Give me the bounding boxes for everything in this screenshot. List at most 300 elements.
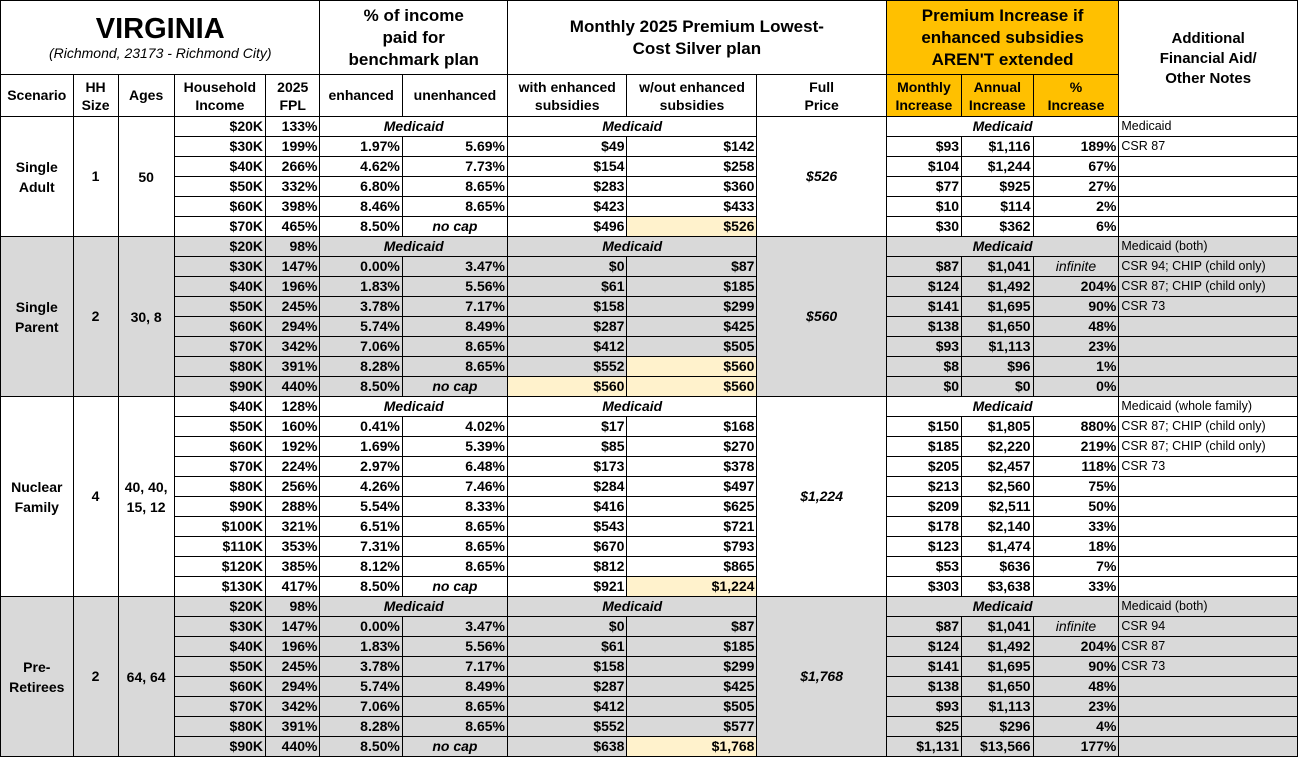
enhanced-pct-cell: 0.00% — [320, 617, 402, 637]
pct-increase-cell: 33% — [1033, 517, 1119, 537]
unenhanced-pct-cell: no cap — [402, 217, 507, 237]
enhanced-pct-cell: 5.74% — [320, 317, 402, 337]
hh-size-cell: 2 — [73, 237, 118, 397]
income-cell: $70K — [174, 697, 265, 717]
col-without-subsidies: w/out enhanced subsidies — [627, 75, 757, 117]
notes-cell — [1119, 517, 1298, 537]
full-price-cell: $1,768 — [757, 597, 886, 757]
table-row — [1, 217, 1298, 237]
annual-increase-cell: $1,474 — [962, 537, 1034, 557]
enhanced-pct-cell: 8.12% — [320, 557, 402, 577]
table-row — [1, 737, 1298, 757]
premium-with-cell: $412 — [507, 697, 627, 717]
unenhanced-pct-cell: 5.56% — [402, 277, 507, 297]
income-pct-header: % of income paid for benchmark plan — [320, 1, 508, 75]
medicaid-label: Medicaid — [507, 117, 757, 137]
pct-increase-cell: 6% — [1033, 217, 1119, 237]
monthly-increase-cell: $213 — [886, 477, 961, 497]
premium-without-cell: $497 — [627, 477, 757, 497]
annual-increase-cell: $3,638 — [962, 577, 1034, 597]
enhanced-pct-cell: 1.97% — [320, 137, 402, 157]
annual-increase-cell: $2,140 — [962, 517, 1034, 537]
premium-without-cell: $87 — [627, 257, 757, 277]
notes-cell — [1119, 197, 1298, 217]
annual-increase-cell: $2,220 — [962, 437, 1034, 457]
monthly-increase-cell: $87 — [886, 617, 961, 637]
pct-increase-cell: 23% — [1033, 697, 1119, 717]
notes-cell — [1119, 557, 1298, 577]
notes-cell: Medicaid — [1119, 117, 1298, 137]
pct-increase-cell: 204% — [1033, 277, 1119, 297]
notes-cell — [1119, 357, 1298, 377]
table-row — [1, 137, 1298, 157]
pct-increase-cell: 2% — [1033, 197, 1119, 217]
state-title: VIRGINIA — [95, 13, 225, 45]
annual-increase-cell: $13,566 — [962, 737, 1034, 757]
pct-increase-cell: 204% — [1033, 637, 1119, 657]
monthly-increase-cell: $303 — [886, 577, 961, 597]
pct-increase-cell: 48% — [1033, 677, 1119, 697]
medicaid-label: Medicaid — [886, 397, 1119, 417]
income-cell: $70K — [174, 337, 265, 357]
income-cell: $70K — [174, 217, 265, 237]
income-cell: $80K — [174, 357, 265, 377]
unenhanced-pct-cell: no cap — [402, 737, 507, 757]
premium-with-cell: $423 — [507, 197, 627, 217]
income-cell: $90K — [174, 737, 265, 757]
annual-increase-cell: $114 — [962, 197, 1034, 217]
enhanced-pct-cell: 0.41% — [320, 417, 402, 437]
unenhanced-pct-cell: no cap — [402, 577, 507, 597]
monthly-increase-cell: $138 — [886, 317, 961, 337]
annual-increase-cell: $1,650 — [962, 317, 1034, 337]
fpl-cell: 342% — [266, 337, 320, 357]
premium-without-cell: $425 — [627, 677, 757, 697]
notes-cell — [1119, 377, 1298, 397]
enhanced-pct-cell: 5.54% — [320, 497, 402, 517]
medicaid-label: Medicaid — [507, 597, 757, 617]
premium-with-cell: $284 — [507, 477, 627, 497]
fpl-cell: 353% — [266, 537, 320, 557]
pct-increase-cell: infinite — [1033, 257, 1119, 277]
premium-header: Monthly 2025 Premium Lowest-Cost Silver plan — [507, 1, 886, 75]
monthly-increase-cell: $209 — [886, 497, 961, 517]
table-row — [1, 317, 1298, 337]
scenario-cell: Pre- Retirees — [1, 597, 74, 757]
notes-cell — [1119, 497, 1298, 517]
monthly-increase-cell: $93 — [886, 137, 961, 157]
premium-without-cell: $168 — [627, 417, 757, 437]
unenhanced-pct-cell: 3.47% — [402, 617, 507, 637]
fpl-cell: 245% — [266, 297, 320, 317]
table-row — [1, 617, 1298, 637]
enhanced-pct-cell: 6.80% — [320, 177, 402, 197]
enhanced-pct-cell: 6.51% — [320, 517, 402, 537]
col-enhanced: enhanced — [320, 75, 402, 117]
income-cell: $50K — [174, 657, 265, 677]
premium-without-cell: $505 — [627, 337, 757, 357]
col-income: Household Income — [174, 75, 265, 117]
unenhanced-pct-cell: 4.02% — [402, 417, 507, 437]
unenhanced-pct-cell: 8.65% — [402, 357, 507, 377]
enhanced-pct-cell: 3.78% — [320, 657, 402, 677]
fpl-cell: 147% — [266, 617, 320, 637]
premium-with-cell: $670 — [507, 537, 627, 557]
income-cell: $80K — [174, 477, 265, 497]
premium-without-cell: $270 — [627, 437, 757, 457]
medicaid-label: Medicaid — [320, 117, 508, 137]
scenario-cell: Single Adult — [1, 117, 74, 237]
pct-increase-cell: 880% — [1033, 417, 1119, 437]
table-row — [1, 637, 1298, 657]
premium-without-cell: $185 — [627, 637, 757, 657]
pct-increase-cell: 48% — [1033, 317, 1119, 337]
monthly-increase-cell: $124 — [886, 637, 961, 657]
premium-without-cell: $425 — [627, 317, 757, 337]
pct-increase-cell: 189% — [1033, 137, 1119, 157]
premium-with-cell: $0 — [507, 617, 627, 637]
income-cell: $20K — [174, 597, 265, 617]
table-row — [1, 157, 1298, 177]
col-hh-size: HH Size — [73, 75, 118, 117]
premium-without-cell: $1,224 — [627, 577, 757, 597]
annual-increase-cell: $1,695 — [962, 657, 1034, 677]
monthly-increase-cell: $93 — [886, 337, 961, 357]
table-row — [1, 237, 1298, 257]
premium-with-cell: $283 — [507, 177, 627, 197]
monthly-increase-cell: $0 — [886, 377, 961, 397]
premium-without-cell: $625 — [627, 497, 757, 517]
enhanced-pct-cell: 8.46% — [320, 197, 402, 217]
fpl-cell: 160% — [266, 417, 320, 437]
table-row — [1, 417, 1298, 437]
fpl-cell: 391% — [266, 717, 320, 737]
income-cell: $60K — [174, 437, 265, 457]
pct-increase-cell: 27% — [1033, 177, 1119, 197]
fpl-cell: 465% — [266, 217, 320, 237]
table-row — [1, 657, 1298, 677]
premium-with-cell: $49 — [507, 137, 627, 157]
fpl-cell: 128% — [266, 397, 320, 417]
pct-increase-cell: 75% — [1033, 477, 1119, 497]
notes-cell: Medicaid (both) — [1119, 237, 1298, 257]
monthly-increase-cell: $30 — [886, 217, 961, 237]
enhanced-pct-cell: 5.74% — [320, 677, 402, 697]
pct-increase-cell: infinite — [1033, 617, 1119, 637]
annual-increase-cell: $925 — [962, 177, 1034, 197]
hh-size-cell: 1 — [73, 117, 118, 237]
premium-with-cell: $921 — [507, 577, 627, 597]
notes-cell — [1119, 697, 1298, 717]
ages-cell: 64, 64 — [118, 597, 174, 757]
notes-cell: Medicaid (both) — [1119, 597, 1298, 617]
fpl-cell: 417% — [266, 577, 320, 597]
premium-with-cell: $543 — [507, 517, 627, 537]
medicaid-label: Medicaid — [507, 237, 757, 257]
pct-increase-cell: 177% — [1033, 737, 1119, 757]
monthly-increase-cell: $178 — [886, 517, 961, 537]
premium-with-cell: $560 — [507, 377, 627, 397]
col-monthly-increase: Monthly Increase — [886, 75, 961, 117]
unenhanced-pct-cell: 8.65% — [402, 537, 507, 557]
monthly-increase-cell: $123 — [886, 537, 961, 557]
annual-increase-cell: $296 — [962, 717, 1034, 737]
premium-without-cell: $433 — [627, 197, 757, 217]
monthly-increase-cell: $185 — [886, 437, 961, 457]
table-row — [1, 177, 1298, 197]
premium-without-cell: $258 — [627, 157, 757, 177]
col-ages: Ages — [118, 75, 174, 117]
col-with-subsidies: with enhanced subsidies — [507, 75, 627, 117]
enhanced-pct-cell: 8.28% — [320, 717, 402, 737]
fpl-cell: 440% — [266, 737, 320, 757]
annual-increase-cell: $362 — [962, 217, 1034, 237]
income-cell: $60K — [174, 677, 265, 697]
unenhanced-pct-cell: 7.17% — [402, 657, 507, 677]
fpl-cell: 385% — [266, 557, 320, 577]
annual-increase-cell: $636 — [962, 557, 1034, 577]
fpl-cell: 224% — [266, 457, 320, 477]
income-cell: $110K — [174, 537, 265, 557]
annual-increase-cell: $1,695 — [962, 297, 1034, 317]
table-row — [1, 557, 1298, 577]
premium-without-cell: $299 — [627, 297, 757, 317]
annual-increase-cell: $2,560 — [962, 477, 1034, 497]
table-row — [1, 277, 1298, 297]
premium-with-cell: $552 — [507, 357, 627, 377]
table-row — [1, 597, 1298, 617]
medicaid-label: Medicaid — [320, 597, 508, 617]
monthly-increase-cell: $104 — [886, 157, 961, 177]
table-row — [1, 577, 1298, 597]
premium-without-cell: $577 — [627, 717, 757, 737]
full-price-cell: $526 — [757, 117, 886, 237]
table-row — [1, 677, 1298, 697]
premium-with-cell: $0 — [507, 257, 627, 277]
pct-increase-cell: 118% — [1033, 457, 1119, 477]
unenhanced-pct-cell: 5.69% — [402, 137, 507, 157]
table-row — [1, 117, 1298, 137]
monthly-increase-cell: $25 — [886, 717, 961, 737]
premium-with-cell: $154 — [507, 157, 627, 177]
scenario-cell: Single Parent — [1, 237, 74, 397]
premium-without-cell: $1,768 — [627, 737, 757, 757]
income-cell: $130K — [174, 577, 265, 597]
location-subtitle: (Richmond, 23173 - Richmond City) — [48, 45, 272, 61]
medicaid-label: Medicaid — [886, 597, 1119, 617]
premium-with-cell: $158 — [507, 657, 627, 677]
monthly-increase-cell: $53 — [886, 557, 961, 577]
monthly-increase-cell: $141 — [886, 297, 961, 317]
fpl-cell: 196% — [266, 637, 320, 657]
table-row — [1, 197, 1298, 217]
income-cell: $40K — [174, 157, 265, 177]
enhanced-pct-cell: 3.78% — [320, 297, 402, 317]
table-row — [1, 337, 1298, 357]
enhanced-pct-cell: 7.06% — [320, 337, 402, 357]
income-cell: $50K — [174, 417, 265, 437]
monthly-increase-cell: $138 — [886, 677, 961, 697]
unenhanced-pct-cell: 8.65% — [402, 197, 507, 217]
ages-cell: 50 — [118, 117, 174, 237]
notes-cell — [1119, 577, 1298, 597]
pct-increase-cell: 90% — [1033, 657, 1119, 677]
income-cell: $90K — [174, 377, 265, 397]
scenario-cell: Nuclear Family — [1, 397, 74, 597]
col-unenhanced: unenhanced — [402, 75, 507, 117]
monthly-increase-cell: $150 — [886, 417, 961, 437]
medicaid-label: Medicaid — [320, 237, 508, 257]
monthly-increase-cell: $8 — [886, 357, 961, 377]
fpl-cell: 342% — [266, 697, 320, 717]
notes-cell: CSR 94; CHIP (child only) — [1119, 257, 1298, 277]
fpl-cell: 391% — [266, 357, 320, 377]
premium-without-cell: $360 — [627, 177, 757, 197]
annual-increase-cell: $1,113 — [962, 337, 1034, 357]
pct-increase-cell: 50% — [1033, 497, 1119, 517]
premium-with-cell: $85 — [507, 437, 627, 457]
notes-cell — [1119, 157, 1298, 177]
premium-without-cell: $378 — [627, 457, 757, 477]
pct-increase-cell: 7% — [1033, 557, 1119, 577]
premium-without-cell: $560 — [627, 357, 757, 377]
premium-with-cell: $638 — [507, 737, 627, 757]
col-full-price: Full Price — [757, 75, 886, 117]
notes-cell: CSR 73 — [1119, 297, 1298, 317]
premium-with-cell: $61 — [507, 637, 627, 657]
notes-cell: CSR 87 — [1119, 637, 1298, 657]
notes-cell: Medicaid (whole family) — [1119, 397, 1298, 417]
notes-cell: CSR 73 — [1119, 657, 1298, 677]
table-row — [1, 537, 1298, 557]
full-price-cell: $1,224 — [757, 397, 886, 597]
premium-without-cell: $87 — [627, 617, 757, 637]
enhanced-pct-cell: 0.00% — [320, 257, 402, 277]
premium-with-cell: $412 — [507, 337, 627, 357]
premium-with-cell: $812 — [507, 557, 627, 577]
income-cell: $30K — [174, 617, 265, 637]
notes-cell — [1119, 317, 1298, 337]
unenhanced-pct-cell: 8.65% — [402, 557, 507, 577]
medicaid-label: Medicaid — [886, 117, 1119, 137]
unenhanced-pct-cell: 6.48% — [402, 457, 507, 477]
monthly-increase-cell: $77 — [886, 177, 961, 197]
fpl-cell: 266% — [266, 157, 320, 177]
table-row — [1, 257, 1298, 277]
hh-size-cell: 4 — [73, 397, 118, 597]
medicaid-label: Medicaid — [320, 397, 508, 417]
premium-with-cell: $287 — [507, 317, 627, 337]
medicaid-label: Medicaid — [886, 237, 1119, 257]
fpl-cell: 288% — [266, 497, 320, 517]
col-scenario: Scenario — [1, 75, 74, 117]
annual-increase-cell: $1,113 — [962, 697, 1034, 717]
income-cell: $60K — [174, 317, 265, 337]
table-row — [1, 437, 1298, 457]
enhanced-pct-cell: 8.28% — [320, 357, 402, 377]
col-pct-increase: % Increase — [1033, 75, 1119, 117]
premium-without-cell: $142 — [627, 137, 757, 157]
premium-without-cell: $526 — [627, 217, 757, 237]
fpl-cell: 98% — [266, 597, 320, 617]
annual-increase-cell: $0 — [962, 377, 1034, 397]
table-row — [1, 397, 1298, 417]
enhanced-pct-cell: 8.50% — [320, 217, 402, 237]
annual-increase-cell: $1,650 — [962, 677, 1034, 697]
unenhanced-pct-cell: 8.65% — [402, 337, 507, 357]
unenhanced-pct-cell: 8.65% — [402, 717, 507, 737]
premium-with-cell: $416 — [507, 497, 627, 517]
unenhanced-pct-cell: 8.65% — [402, 697, 507, 717]
pct-increase-cell: 219% — [1033, 437, 1119, 457]
premium-with-cell: $287 — [507, 677, 627, 697]
notes-cell — [1119, 477, 1298, 497]
unenhanced-pct-cell: 5.39% — [402, 437, 507, 457]
unenhanced-pct-cell: 7.73% — [402, 157, 507, 177]
fpl-cell: 147% — [266, 257, 320, 277]
income-cell: $40K — [174, 637, 265, 657]
annual-increase-cell: $1,116 — [962, 137, 1034, 157]
monthly-increase-cell: $205 — [886, 457, 961, 477]
fpl-cell: 98% — [266, 237, 320, 257]
income-cell: $20K — [174, 237, 265, 257]
premium-without-cell: $865 — [627, 557, 757, 577]
notes-cell: CSR 73 — [1119, 457, 1298, 477]
fpl-cell: 398% — [266, 197, 320, 217]
monthly-increase-cell: $1,131 — [886, 737, 961, 757]
notes-cell — [1119, 737, 1298, 757]
fpl-cell: 294% — [266, 677, 320, 697]
income-cell: $40K — [174, 277, 265, 297]
pct-increase-cell: 33% — [1033, 577, 1119, 597]
enhanced-pct-cell: 1.83% — [320, 637, 402, 657]
premium-with-cell: $173 — [507, 457, 627, 477]
enhanced-pct-cell: 4.26% — [320, 477, 402, 497]
premium-with-cell: $158 — [507, 297, 627, 317]
unenhanced-pct-cell: 8.65% — [402, 517, 507, 537]
monthly-increase-cell: $87 — [886, 257, 961, 277]
unenhanced-pct-cell: 8.65% — [402, 177, 507, 197]
notes-cell: CSR 87 — [1119, 137, 1298, 157]
notes-cell — [1119, 537, 1298, 557]
income-cell: $50K — [174, 297, 265, 317]
annual-increase-cell: $2,457 — [962, 457, 1034, 477]
income-cell: $100K — [174, 517, 265, 537]
pct-increase-cell: 23% — [1033, 337, 1119, 357]
fpl-cell: 245% — [266, 657, 320, 677]
notes-header: Additional Financial Aid/ Other Notes — [1119, 1, 1298, 117]
income-cell: $70K — [174, 457, 265, 477]
fpl-cell: 440% — [266, 377, 320, 397]
monthly-increase-cell: $141 — [886, 657, 961, 677]
income-cell: $120K — [174, 557, 265, 577]
full-price-cell: $560 — [757, 237, 886, 397]
premium-without-cell: $721 — [627, 517, 757, 537]
premium-without-cell: $793 — [627, 537, 757, 557]
premium-with-cell: $61 — [507, 277, 627, 297]
table-row — [1, 517, 1298, 537]
income-cell: $50K — [174, 177, 265, 197]
fpl-cell: 133% — [266, 117, 320, 137]
fpl-cell: 332% — [266, 177, 320, 197]
income-cell: $30K — [174, 137, 265, 157]
annual-increase-cell: $1,244 — [962, 157, 1034, 177]
unenhanced-pct-cell: 8.49% — [402, 677, 507, 697]
notes-cell: CSR 87; CHIP (child only) — [1119, 277, 1298, 297]
title-cell — [1, 1, 320, 75]
income-cell: $20K — [174, 117, 265, 137]
enhanced-pct-cell: 7.31% — [320, 537, 402, 557]
